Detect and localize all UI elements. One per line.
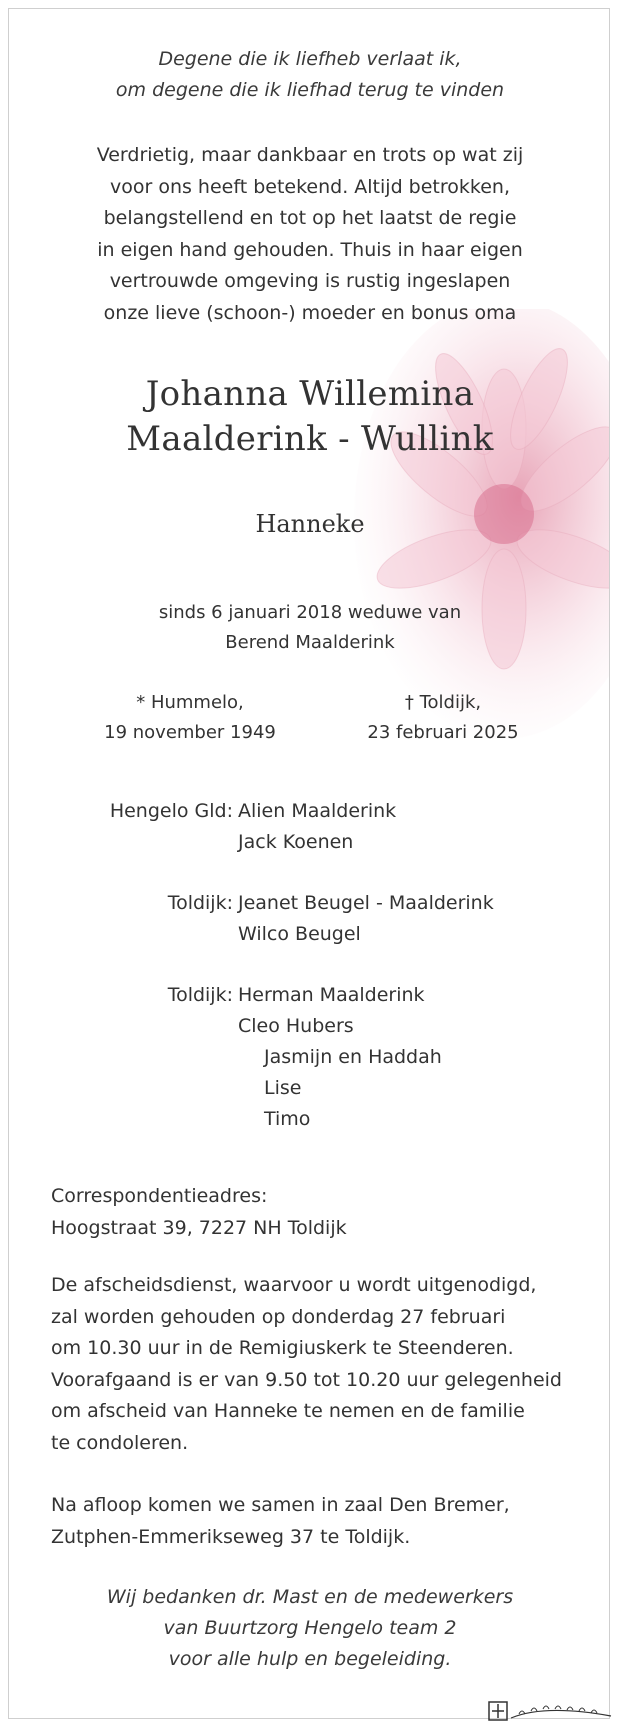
service-line: om 10.30 uur in de Remigiuskerk te Steenderen.	[51, 1337, 514, 1359]
thanks-line: Wij bedanken dr. Mast en de medewerkers	[106, 1586, 514, 1608]
family-member: Jeanet Beugel - Maalderink	[238, 892, 494, 914]
death-date: 23 februari 2025	[367, 722, 519, 743]
service-line: te condoleren.	[51, 1431, 189, 1454]
birth-place: * Hummelo,	[136, 692, 244, 713]
service-info	[51, 1270, 576, 1459]
death-info	[338, 688, 548, 748]
gathering-line: Zutphen-Emmerikseweg 37 te Toldijk.	[51, 1525, 411, 1548]
thanks-line: voor alle hulp en begeleiding.	[168, 1648, 452, 1670]
grandchild: Timo	[264, 1108, 311, 1130]
gathering-line: Na afloop komen we samen in zaal Den Bremer,	[51, 1494, 510, 1516]
family-location: Toldijk:	[167, 984, 233, 1006]
publisher-logo-icon	[485, 1696, 615, 1726]
family-member: Jack Koenen	[238, 831, 354, 853]
family-member: Herman Maalderink	[238, 984, 425, 1006]
intro-line: vertrouwde omgeving is rustig ingeslapen	[109, 270, 511, 292]
intro-line: in eigen hand gehouden. Thuis in haar eigen	[97, 238, 523, 261]
motto-line: Degene die ik liefheb verlaat ik,	[158, 48, 462, 70]
intro-line: onze lieve (schoon-) moeder en bonus oma	[103, 301, 517, 324]
correspondence-address	[51, 1181, 576, 1244]
name-line-1: Johanna Willemina	[145, 374, 475, 414]
motto	[0, 44, 620, 106]
widow-line: Berend Maalderink	[225, 632, 395, 653]
family-location: Hengelo Gld:	[109, 800, 233, 822]
family-names	[238, 888, 494, 950]
service-line: Voorafgaand is er van 9.50 tot 10.20 uur gelegenheid	[51, 1368, 562, 1391]
family-member: Cleo Hubers	[238, 1015, 354, 1037]
grandchild: Lise	[264, 1077, 302, 1099]
correspondence-label: Correspondentieadres:	[51, 1185, 268, 1207]
correspondence-value: Hoogstraat 39, 7227 NH Toldijk	[51, 1216, 347, 1239]
thanks-line: van Buurtzorg Hengelo team 2	[163, 1617, 457, 1639]
intro-line: Verdrietig, maar dankbaar en trots op wat zij	[96, 144, 524, 166]
thanks-note	[0, 1582, 620, 1675]
widow-line: sinds 6 januari 2018 weduwe van	[158, 602, 462, 623]
death-place: † Toldijk,	[404, 692, 482, 713]
birth-date: 19 november 1949	[104, 722, 276, 743]
family-names	[238, 796, 396, 858]
intro-line: voor ons heeft betekend. Altijd betrokken,	[109, 175, 510, 198]
birth-info	[80, 688, 300, 748]
family-location: Toldijk:	[167, 892, 233, 914]
family-member: Alien Maalderink	[238, 800, 397, 822]
widow-note	[0, 598, 620, 658]
nickname: Hanneke	[255, 510, 365, 538]
service-line: zal worden gehouden op donderdag 27 februari	[51, 1305, 506, 1328]
gathering-info	[51, 1490, 576, 1553]
grandchild: Jasmijn en Haddah	[264, 1046, 442, 1068]
service-line: De afscheidsdienst, waarvoor u wordt uitgenodigd,	[51, 1274, 537, 1296]
deceased-name	[0, 372, 620, 462]
service-line: om afscheid van Hanneke te nemen en de familie	[51, 1400, 525, 1422]
name-line-2: Maalderink - Wullink	[126, 419, 494, 459]
motto-line: om degene die ik liefhad terug te vinden	[115, 79, 505, 101]
intro-line: belangstellend en tot op het laatst de regie	[103, 207, 517, 229]
family-names	[238, 980, 442, 1135]
family-member: Wilco Beugel	[238, 923, 361, 945]
intro-text	[0, 140, 620, 329]
